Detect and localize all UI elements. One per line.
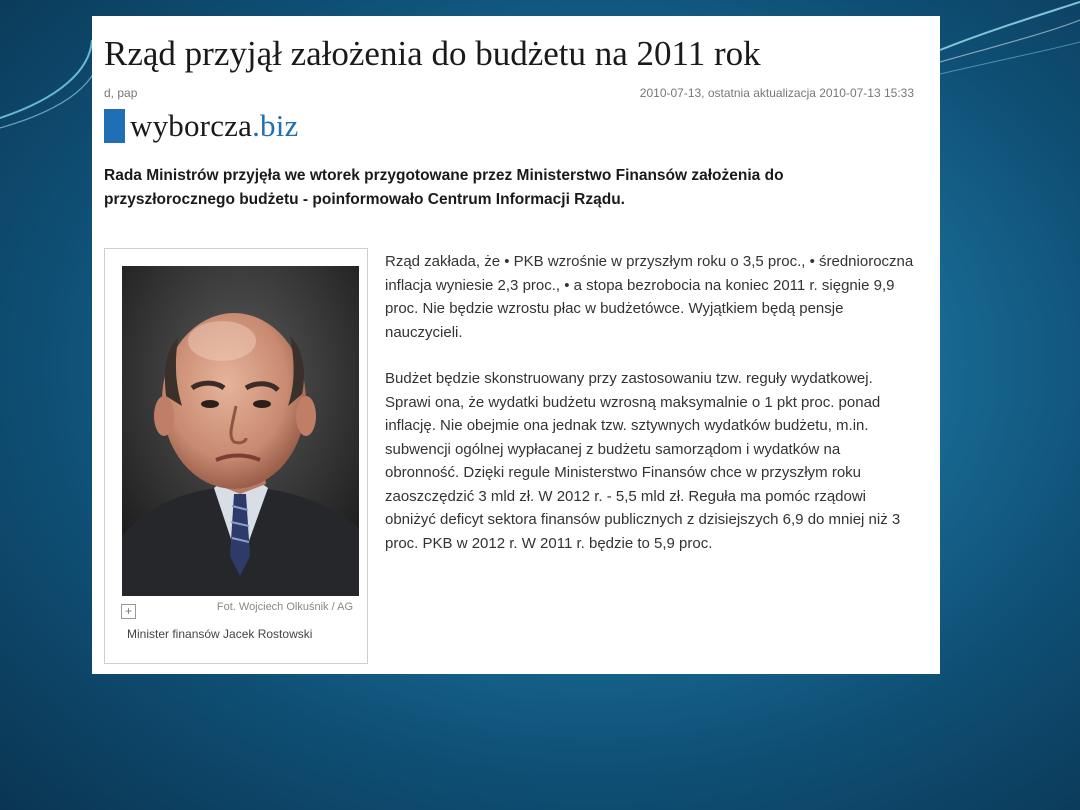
- logo-text: [130, 108, 299, 144]
- article-date: 2010-07-13, ostatnia aktualizacja 2010-07-13 15:33: [639, 86, 914, 100]
- article-lead: Rada Ministrów przyjęła we wtorek przygotowane przez Ministerstwo Finansów założenia do przyszłorocznego budżetu - poinformowało Centrum Informacji Rządu.: [104, 167, 784, 208]
- plus-square-icon[interactable]: +: [121, 604, 136, 619]
- photo-credit: Fot. Wojciech Olkuśnik / AG: [216, 601, 353, 613]
- wyborcza-biz-logo[interactable]: [104, 108, 299, 144]
- article-paragraph: Rząd zakłada, że • PKB wzrośnie w przyszłym roku o 3,5 proc., • średnioroczna inflacja wyniesie 2,3 proc., • a stopa bezrobocia na koniec 2011 r. sięgnie 9,9 proc. Nie będzie wzrostu płac w budżetówce. Wyjątkiem będą pensje nauczycieli.: [385, 253, 914, 341]
- portrait-photo[interactable]: [122, 266, 359, 596]
- article-paragraph: Budżet będzie skonstruowany przy zastosowaniu tzw. reguły wydatkowej. Sprawi ona, że wydatki budżetu wzrosną maksymalnie o 1 pkt proc. ponad inflację. Nie obejmie ona jednak tzw. sztywnych wydatków budżetu, m.in. subwencji ogólnej wypłacanej z budżetu samorządom i wydatków na obronność. Dzięki regule Ministerstwo Finansów chce w przyszłym roku zaoszczędzić 3 mld zł. W 2012 r. - 5,5 mld zł. Reguła ma pomóc rządowi obniżyć deficyt sektora finansów publicznych z dzisiejszych 6,9 do mniej niż 3 proc. PKB w 2012 r. W 2011 r. będzie to 5,9 proc.: [385, 370, 901, 552]
- article-author: d, pap: [104, 86, 138, 100]
- article-card: [92, 16, 940, 674]
- article-title: Rząd przyjął założenia do budżetu na 2011 rok: [104, 34, 761, 73]
- logo-mark: [104, 109, 125, 143]
- article-body: [385, 250, 915, 578]
- logo-suffix: .biz: [252, 108, 299, 143]
- photo-figure: [104, 248, 368, 664]
- portrait-illustration: [122, 266, 359, 596]
- photo-caption: Minister finansów Jacek Rostowski: [127, 627, 313, 641]
- logo-main: wyborcza: [130, 108, 253, 143]
